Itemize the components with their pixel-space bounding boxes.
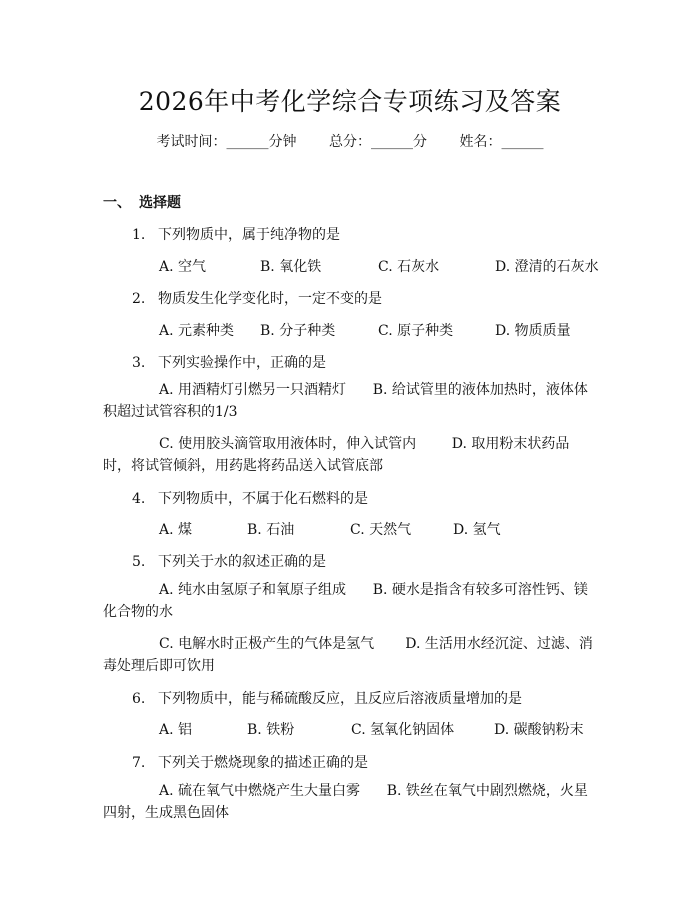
answer-options — [159, 256, 599, 276]
option-d: D. 物质质量 — [495, 323, 571, 339]
question-stem — [132, 752, 368, 772]
document-title: 2026年中考化学综合专项练习及答案 — [138, 87, 562, 116]
option-b: B. 分子种类 — [260, 323, 336, 339]
question-text: 下列物质中，不属于化石燃料的是 — [158, 491, 368, 507]
question-stem — [132, 288, 382, 308]
section-title: 选择题 — [139, 195, 181, 211]
total-score-field: 总分：______分 — [329, 134, 427, 150]
option-a: A. 空气 — [159, 259, 207, 275]
question-number: 5. — [132, 554, 146, 570]
question-number: 6. — [132, 691, 146, 707]
answer-options — [103, 379, 597, 423]
student-name-field: 姓名：______ — [459, 134, 544, 150]
question-number: 2. — [132, 291, 146, 307]
option-b: B. 给试管里的液体加热时，液体体积超过试管容积的1/3 — [103, 382, 588, 420]
option-a: A. 铝 — [159, 722, 193, 738]
option-c: C. 石灰水 — [378, 259, 440, 275]
answer-options — [159, 320, 571, 340]
option-b: B. 氧化铁 — [260, 259, 322, 275]
question-text: 物质发生化学变化时，一定不变的是 — [158, 291, 382, 307]
option-d: D. 澄清的石灰水 — [495, 259, 599, 275]
answer-options — [103, 579, 597, 623]
option-d: D. 氢气 — [453, 522, 501, 538]
option-a: A. 元素种类 — [159, 323, 235, 339]
option-d: D. 碳酸钠粉末 — [494, 722, 584, 738]
option-a: A. 纯水由氢原子和氧原子组成 — [159, 582, 347, 598]
option-a: A. 用酒精灯引燃另一只酒精灯 — [159, 382, 347, 398]
question-stem — [132, 224, 340, 244]
question-text: 下列物质中，能与稀硫酸反应，且反应后溶液质量增加的是 — [158, 691, 522, 707]
question-number: 7. — [132, 755, 146, 771]
answer-options — [103, 433, 597, 477]
answer-options — [103, 780, 597, 824]
option-c: C. 使用胶头滴管取用液体时，伸入试管内 — [159, 436, 417, 452]
answer-options — [159, 719, 584, 739]
option-c: C. 电解水时正极产生的气体是氢气 — [159, 636, 375, 652]
exam-info — [0, 131, 700, 151]
option-c: C. 氢氧化钠固体 — [351, 722, 455, 738]
question-number: 4. — [132, 491, 146, 507]
option-b: B. 铁丝在氧气中剧烈燃烧，火星四射，生成黑色固体 — [103, 783, 588, 821]
section-number: 一、 — [103, 195, 131, 211]
option-d: D. 取用粉末状药品时，将试管倾斜，用药匙将药品送入试管底部 — [103, 436, 570, 474]
question-stem — [132, 688, 522, 708]
option-c: C. 原子种类 — [378, 323, 454, 339]
option-c: C. 天然气 — [350, 522, 412, 538]
answer-options — [159, 519, 501, 539]
option-b: B. 铁粉 — [247, 722, 295, 738]
question-stem — [132, 352, 326, 372]
question-number: 3. — [132, 355, 146, 371]
question-stem — [132, 551, 326, 571]
option-b: B. 石油 — [247, 522, 295, 538]
option-d: D. 生活用水经沉淀、过滤、消毒处理后即可饮用 — [103, 636, 593, 674]
option-b: B. 硬水是指含有较多可溶性钙、镁化合物的水 — [103, 582, 588, 620]
answer-options — [103, 633, 597, 677]
question-text: 下列实验操作中，正确的是 — [158, 355, 326, 371]
question-number: 1. — [132, 227, 146, 243]
section-heading — [103, 192, 181, 212]
question-text: 下列关于燃烧现象的描述正确的是 — [158, 755, 368, 771]
question-text: 下列物质中，属于纯净物的是 — [158, 227, 340, 243]
question-text: 下列关于水的叙述正确的是 — [158, 554, 326, 570]
exam-time-field: 考试时间：______分钟 — [156, 134, 297, 150]
option-a: A. 煤 — [159, 522, 193, 538]
option-a: A. 硫在氧气中燃烧产生大量白雾 — [159, 783, 361, 799]
question-stem — [132, 488, 368, 508]
